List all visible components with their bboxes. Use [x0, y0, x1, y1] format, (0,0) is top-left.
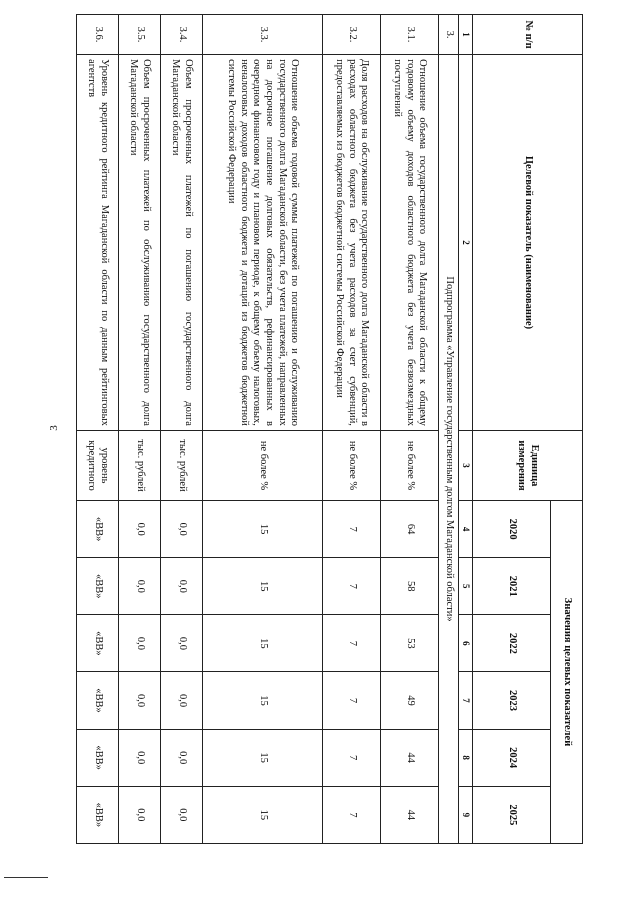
row-unit: не более %: [381, 430, 439, 500]
row-unit: не более %: [203, 430, 323, 500]
row-value: 0,0: [119, 786, 161, 843]
row-unit: тыс. рублей: [119, 430, 161, 500]
section-row: [439, 15, 459, 844]
row-value: 7: [323, 729, 381, 786]
row-unit: не более %: [323, 430, 381, 500]
row-value: 64: [381, 501, 439, 558]
row-value: 0,0: [161, 615, 203, 672]
table-row: [323, 15, 381, 844]
row-name: Объем просроченных платежей по обслуживанию государственного долга Магаданской области: [119, 55, 161, 431]
row-value: 53: [381, 615, 439, 672]
row-value: «BB»: [77, 501, 119, 558]
column-index: 4: [459, 501, 473, 558]
row-value: 0,0: [119, 501, 161, 558]
row-value: 7: [323, 558, 381, 615]
row-value: 15: [203, 729, 323, 786]
row-num: 3.3.: [203, 15, 323, 55]
row-value: «BB»: [77, 672, 119, 729]
column-index: 2: [459, 55, 473, 431]
rotated-page: [86, 0, 640, 866]
row-value: 58: [381, 558, 439, 615]
row-name: Отношение объема годовой суммы платежей по погашению и обслуживанию государственного долга Магаданской области, без учета платежей, направленных на досрочное погашение долговых обязательств, рефинансированных в очередном финансовом году и плановом периоде, к общему объему налоговых, неналоговых доходов областного бюджета и дотаций из бюджетов бюджетной системы Российской Федерации: [203, 55, 323, 431]
row-value: 7: [323, 786, 381, 843]
row-value: 0,0: [119, 729, 161, 786]
table-row: [77, 15, 119, 844]
row-name: Доля расходов на обслуживание государственного долга Магаданской области в расходах областного бюджета без учета расходов за счет субвенций, предоставляемых из бюджетов бюджетной системы Российской Федерации: [323, 55, 381, 431]
row-num: 3.5.: [119, 15, 161, 55]
row-num: 3.4.: [161, 15, 203, 55]
header-name: Целевой показатель (наименование): [473, 55, 583, 431]
column-index: 6: [459, 615, 473, 672]
column-index: 1: [459, 15, 473, 55]
indicators-table: [76, 14, 583, 844]
row-name: Уровень кредитного рейтинга Магаданской области по данным рейтинговых агентств: [77, 55, 119, 431]
table-row: [119, 15, 161, 844]
row-value: 0,0: [119, 615, 161, 672]
column-index: 8: [459, 729, 473, 786]
row-num: 3.1.: [381, 15, 439, 55]
row-value: 7: [323, 615, 381, 672]
row-value: 0,0: [119, 672, 161, 729]
page-number: 3: [48, 425, 60, 431]
column-index-row: [459, 15, 473, 844]
table-row: [203, 15, 323, 844]
column-index: 9: [459, 786, 473, 843]
section-num: 3.: [439, 15, 459, 55]
row-num: 3.2.: [323, 15, 381, 55]
header-year: 2025: [473, 786, 551, 843]
table-row: [161, 15, 203, 844]
row-value: 0,0: [161, 729, 203, 786]
column-index: 5: [459, 558, 473, 615]
row-value: «BB»: [77, 786, 119, 843]
row-num: 3.6.: [77, 15, 119, 55]
row-value: 15: [203, 786, 323, 843]
column-index: 3: [459, 430, 473, 500]
row-value: 7: [323, 672, 381, 729]
row-value: «BB»: [77, 615, 119, 672]
row-value: 7: [323, 501, 381, 558]
row-value: 15: [203, 672, 323, 729]
row-value: «BB»: [77, 729, 119, 786]
row-value: 0,0: [161, 672, 203, 729]
row-value: 44: [381, 729, 439, 786]
header-year: 2022: [473, 615, 551, 672]
row-value: 44: [381, 786, 439, 843]
header-year: 2021: [473, 558, 551, 615]
row-name: Отношение объема государственного долга Магаданской области к общему годовому объему доходов областного бюджета без учета безвозмездных поступлений: [381, 55, 439, 431]
row-value: 15: [203, 558, 323, 615]
row-value: 15: [203, 615, 323, 672]
header-year: 2023: [473, 672, 551, 729]
header-values-group: Значения целевых показателей: [551, 501, 583, 844]
row-value: 0,0: [161, 558, 203, 615]
row-value: 49: [381, 672, 439, 729]
row-unit: уровень кредитного: [77, 430, 119, 500]
row-unit: тыс. рублей: [161, 430, 203, 500]
footer-divider: [4, 877, 48, 878]
header-year: 2020: [473, 501, 551, 558]
row-value: 0,0: [161, 786, 203, 843]
column-index: 7: [459, 672, 473, 729]
header-num: № п/п: [473, 15, 583, 55]
row-value: 0,0: [119, 558, 161, 615]
row-name: Объем просроченных платежей по погашению государственного долга Магаданской области: [161, 55, 203, 431]
section-title: Подпрограмма «Управление государственным долгом Магаданской области»: [439, 55, 459, 844]
header-year: 2024: [473, 729, 551, 786]
row-value: 15: [203, 501, 323, 558]
row-value: «BB»: [77, 558, 119, 615]
table-row: [381, 15, 439, 844]
row-value: 0,0: [161, 501, 203, 558]
table-container: [76, 14, 583, 844]
header-unit: Единица измерения: [473, 430, 583, 500]
